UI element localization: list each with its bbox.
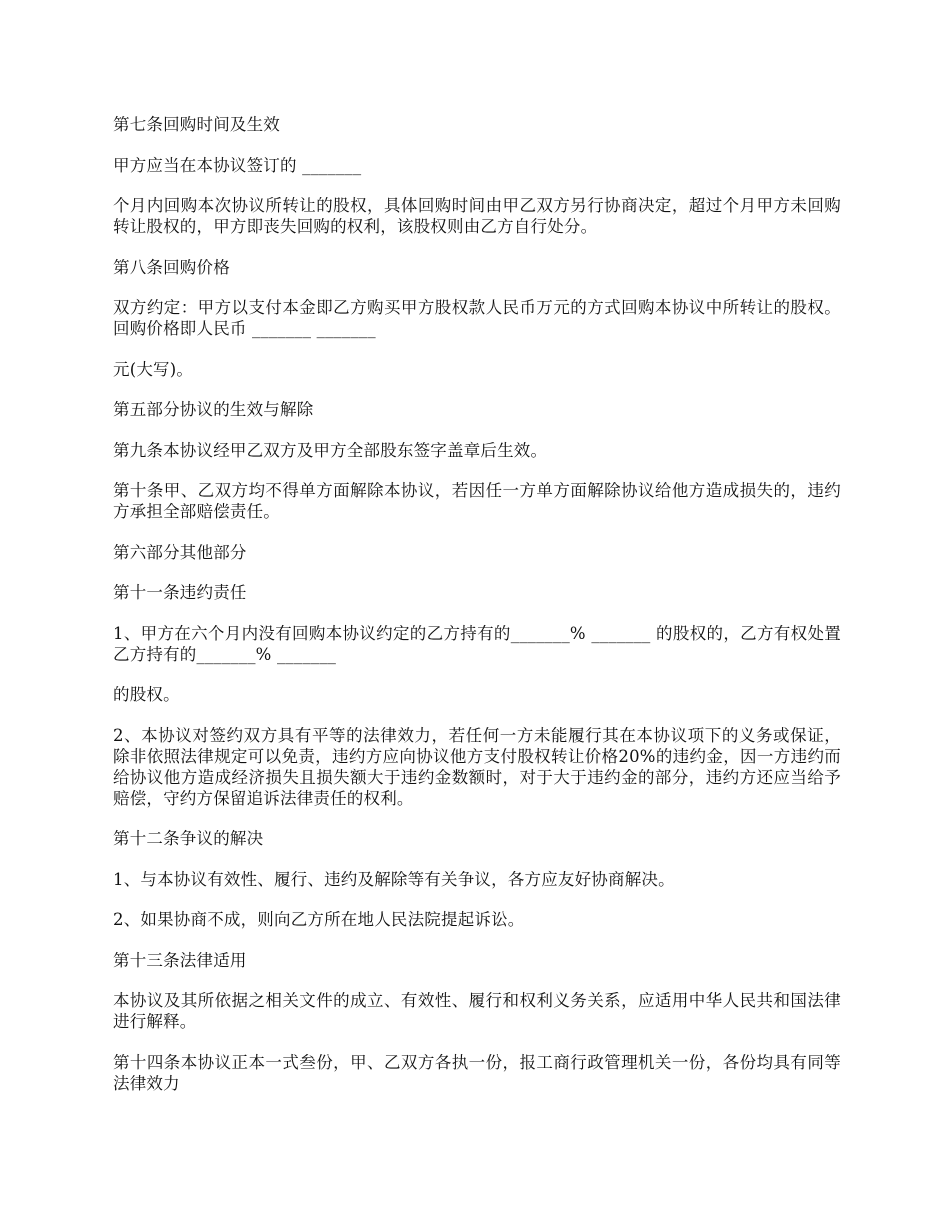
article-8-heading: 第八条回购价格 [113, 257, 230, 277]
breach-clause-1-end: 的股权。 [113, 685, 180, 704]
document-body [113, 114, 841, 1113]
repurchase-signing-clause: 甲方应当在本协议签订的 _______ [113, 155, 362, 175]
article-13-heading: 第十三条法律适用 [113, 950, 247, 970]
article-7-heading: 第七条回购时间及生效 [113, 115, 280, 134]
repurchase-period-clause: 个月内回购本次协议所转让的股权，具体回购时间由甲乙双方另行协商决定，超过个月甲方未回购转让股权的，甲方即丧失回购的权利，该股权则由乙方自行处分。 [113, 196, 841, 236]
dispute-clause-1: 1、与本协议有效性、履行、违约及解除等有关争议，各方应友好协商解决。 [113, 869, 675, 889]
article-12-heading: 第十二条争议的解决 [113, 829, 264, 848]
governing-law-clause: 本协议及其所依据之相关文件的成立、有效性、履行和权利义务关系，应适用中华人民共和国法律进行解释。 [113, 991, 841, 1031]
repurchase-price-clause: 双方约定：甲方以支付本金即乙方购买甲方股权款人民币万元的方式回购本协议中所转让的股权。回购价格即人民币 _______ _______ [113, 298, 841, 338]
dispute-clause-2: 2、如果协商不成，则向乙方所在地人民法院提起诉讼。 [113, 910, 525, 929]
article-14-paragraph: 第十四条本协议正本一式叁份，甲、乙双方各执一份，报工商行政管理机关一份，各份均具有同等法律效力 [113, 1052, 841, 1093]
article-10-paragraph: 第十条甲、乙双方均不得单方面解除本协议，若因任一方单方面解除协议给他方造成损失的，违约方承担全部赔偿责任。 [113, 481, 841, 521]
price-in-words-clause: 元(大写)。 [113, 359, 194, 379]
breach-clause-2: 2、本协议对签约双方具有平等的法律效力，若任何一方未能履行其在本协议项下的义务或保证，除非依照法律规定可以免责，违约方应向协议他方支付股权转让价格20%的违约金，因一方违约而给协议他方造成经济损失且损失额大于违约金数额时，对于大于违约金的部分，违约方还应当给予赔偿，守约方保留追诉法律责任的权利。 [113, 725, 841, 808]
part-6-heading: 第六部分其他部分 [113, 542, 247, 562]
article-9-paragraph: 第九条本协议经甲乙双方及甲方全部股东签字盖章后生效。 [113, 440, 548, 460]
part-5-heading: 第五部分协议的生效与解除 [113, 400, 314, 419]
article-11-heading: 第十一条违约责任 [113, 583, 247, 602]
breach-clause-1: 1、甲方在六个月内没有回购本协议约定的乙方持有的_______% _______ 的股权的，乙方有权处置乙方持有的_______% _______ [113, 623, 841, 664]
